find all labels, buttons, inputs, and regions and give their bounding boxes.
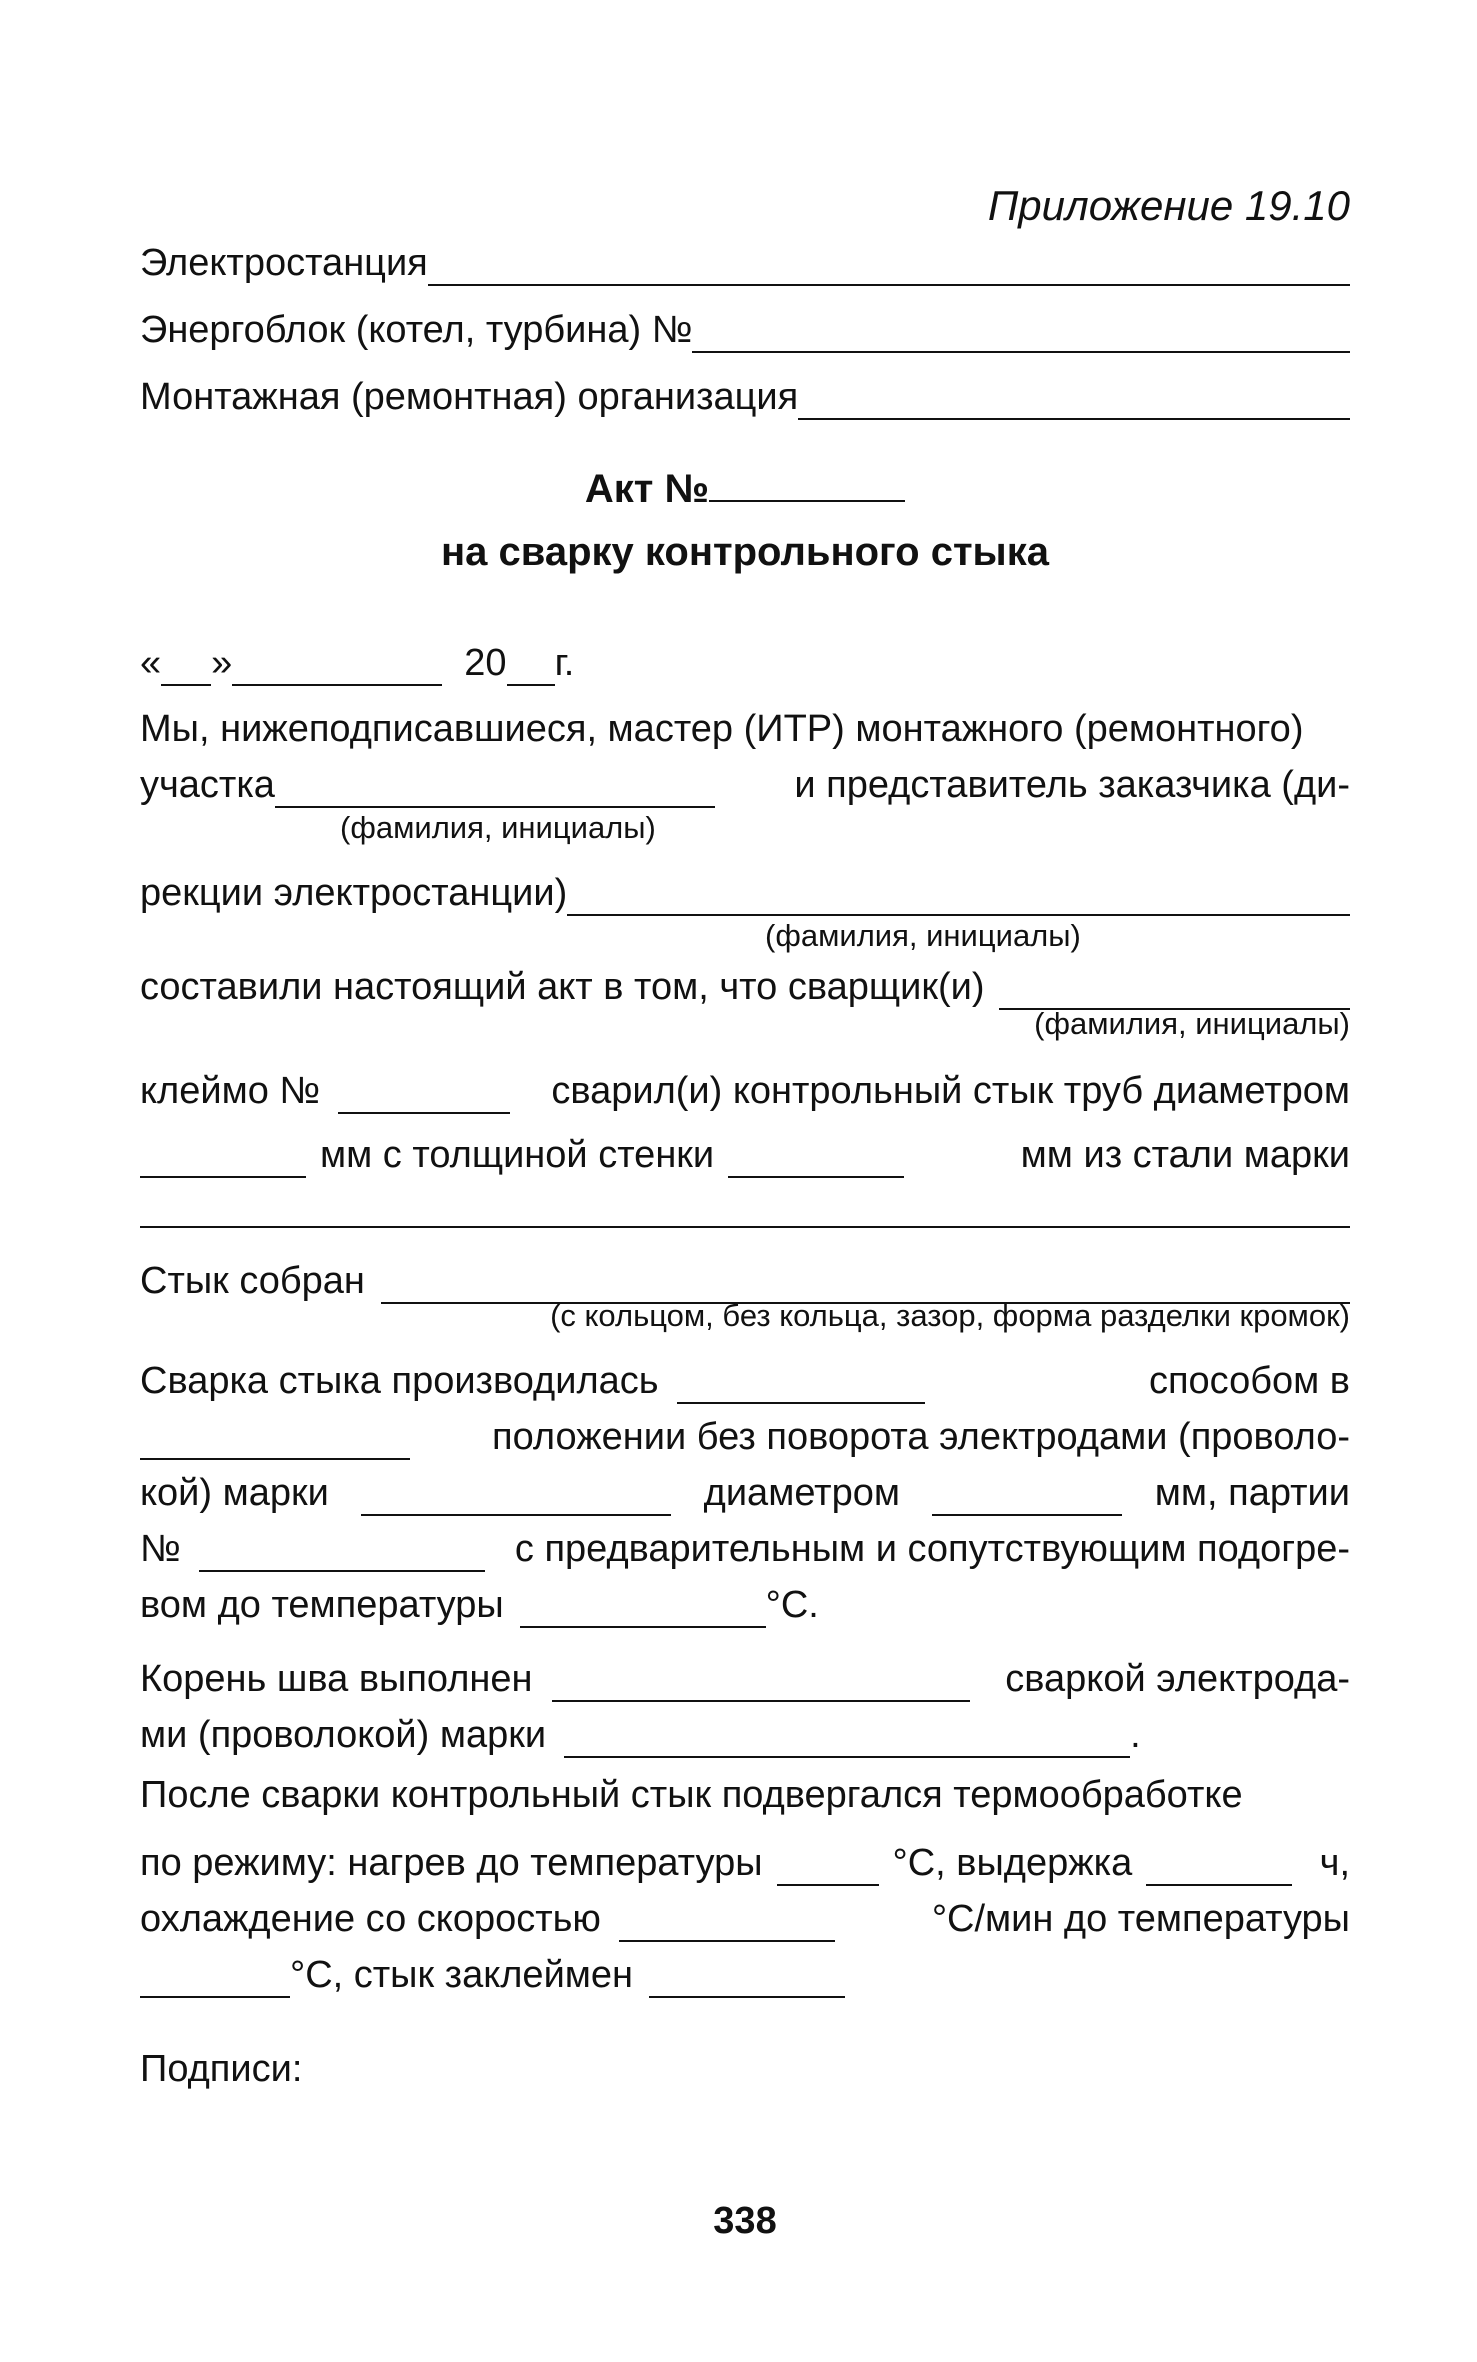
- stamp-mark-field[interactable]: [649, 1960, 845, 1998]
- position-text: положении без поворота электродами (проволо-: [492, 1416, 1350, 1458]
- org-label: Монтажная (ремонтная) организация: [140, 376, 799, 418]
- root-end-dot: .: [1130, 1714, 1141, 1756]
- caption-name-3: (фамилия, инициалы): [1034, 1006, 1350, 1041]
- root-text: сваркой электрода-: [1005, 1658, 1350, 1700]
- electrode-brand-field[interactable]: [361, 1478, 671, 1516]
- welder-text: составили настоящий акт в том, что сварщик(и): [140, 966, 985, 1008]
- rate-text: °С/мин до температуры: [931, 1898, 1350, 1940]
- wall-row: [140, 1132, 1350, 1178]
- batch-text: мм, партии: [1154, 1472, 1350, 1514]
- preheat-row: [140, 1526, 1350, 1572]
- section-label: участка: [140, 764, 275, 806]
- hold-time-field[interactable]: [1146, 1848, 1292, 1886]
- root-label: Корень шва выполнен: [140, 1658, 533, 1700]
- heat-treat-line: После сварки контрольный стык подвергался термообработке: [140, 1774, 1243, 1816]
- month-field[interactable]: [232, 648, 442, 686]
- assembled-label: Стык собран: [140, 1260, 365, 1302]
- electrode-diameter-field[interactable]: [932, 1478, 1122, 1516]
- cooling-text: охлаждение со скоростью: [140, 1898, 601, 1940]
- method-word: способом в: [1148, 1360, 1350, 1402]
- act-subtitle: на сварку контрольного стыка: [441, 530, 1049, 574]
- year-field[interactable]: [507, 648, 555, 686]
- pipe-diameter-field[interactable]: [140, 1140, 306, 1178]
- welded-text: сварил(и) контрольный стык труб диаметром: [551, 1070, 1350, 1112]
- deg-c-text: °С.: [765, 1584, 819, 1626]
- org-field[interactable]: [798, 382, 1350, 420]
- heat-temp-field[interactable]: [777, 1848, 879, 1886]
- cooling-rate-field[interactable]: [619, 1904, 835, 1942]
- station-row: [140, 240, 1350, 286]
- stamp-row: [140, 1068, 1350, 1114]
- master-name-field[interactable]: [275, 770, 715, 808]
- root-method-field[interactable]: [552, 1664, 970, 1702]
- year-prefix: 20: [464, 642, 507, 684]
- stamped-text: °С, стык заклеймен: [290, 1954, 634, 1996]
- directorate-text: рекции электростанции): [140, 872, 568, 914]
- mode-text: по режиму: нагрев до температуры: [140, 1842, 763, 1884]
- diameter-word: диаметром: [703, 1472, 900, 1514]
- brand-prefix: кой) марки: [140, 1472, 329, 1514]
- assembled-caption: (с кольцом, без кольца, зазор, форма разделки кромок): [550, 1298, 1350, 1333]
- welder-name-field[interactable]: [999, 972, 1350, 1010]
- stamp-label: клеймо №: [140, 1070, 321, 1112]
- root-brand-text: ми (проволокой) марки: [140, 1714, 547, 1756]
- date-close-quote: »: [211, 642, 233, 684]
- day-field[interactable]: [161, 648, 211, 686]
- act-title: [140, 462, 1350, 512]
- date-row: [140, 640, 1350, 686]
- steel-grade-row: [140, 1190, 1350, 1228]
- act-label: Акт №: [584, 467, 710, 511]
- preheat-temp-row: [140, 1582, 1350, 1628]
- cooling-row: [140, 1896, 1350, 1942]
- hold-text: °С, выдержка: [892, 1842, 1133, 1884]
- stamped-row: [140, 1952, 1350, 1998]
- rep-text: и представитель заказчика (ди-: [794, 764, 1350, 806]
- document-page: [140, 0, 1350, 2362]
- steel-grade-field[interactable]: [140, 1190, 1350, 1228]
- year-suffix: г.: [554, 642, 575, 684]
- unit-row: [140, 307, 1350, 353]
- wall-text: мм с толщиной стенки: [320, 1134, 715, 1176]
- org-row: [140, 374, 1350, 420]
- position-row: [140, 1414, 1350, 1460]
- station-field[interactable]: [428, 248, 1350, 286]
- welding-row: [140, 1358, 1350, 1404]
- date-open-quote: «: [140, 642, 162, 684]
- directorate-row: [140, 870, 1350, 916]
- signatures-label: Подписи:: [140, 2048, 303, 2090]
- preheat-temp-field[interactable]: [520, 1590, 766, 1628]
- caption-name-1: (фамилия, инициалы): [340, 810, 656, 845]
- root-brand-field[interactable]: [564, 1720, 1130, 1758]
- intro-line: Мы, нижеподписавшиеся, мастер (ИТР) монтажного (ремонтного): [140, 708, 1304, 750]
- customer-rep-field[interactable]: [567, 878, 1350, 916]
- act-number-field[interactable]: [709, 462, 905, 502]
- brand-row: [140, 1470, 1350, 1516]
- welding-method-field[interactable]: [677, 1366, 925, 1404]
- page-number: 338: [713, 2200, 777, 2242]
- position-field[interactable]: [140, 1422, 410, 1460]
- batch-no-sign: №: [140, 1528, 181, 1570]
- appendix-label: Приложение 19.10: [987, 182, 1350, 229]
- section-row: [140, 762, 1350, 808]
- final-temp-field[interactable]: [140, 1960, 290, 1998]
- unit-label: Энергоблок (котел, турбина) №: [140, 309, 693, 351]
- mode-row: [140, 1840, 1350, 1886]
- welder-row: [140, 964, 1350, 1010]
- steel-text: мм из стали марки: [1020, 1134, 1350, 1176]
- wall-thickness-field[interactable]: [728, 1140, 904, 1178]
- root-brand-row: [140, 1712, 1350, 1758]
- root-row: [140, 1656, 1350, 1702]
- unit-field[interactable]: [692, 315, 1350, 353]
- station-label: Электростанция: [140, 242, 428, 284]
- hours-text: ч,: [1319, 1842, 1350, 1884]
- stamp-number-field[interactable]: [338, 1076, 510, 1114]
- batch-number-field[interactable]: [199, 1534, 485, 1572]
- preheat-text: с предварительным и сопутствующим подогре-: [514, 1528, 1350, 1570]
- welding-done-text: Сварка стыка производилась: [140, 1360, 659, 1402]
- temp-prefix: вом до температуры: [140, 1584, 504, 1626]
- caption-name-2: (фамилия, инициалы): [765, 918, 1081, 953]
